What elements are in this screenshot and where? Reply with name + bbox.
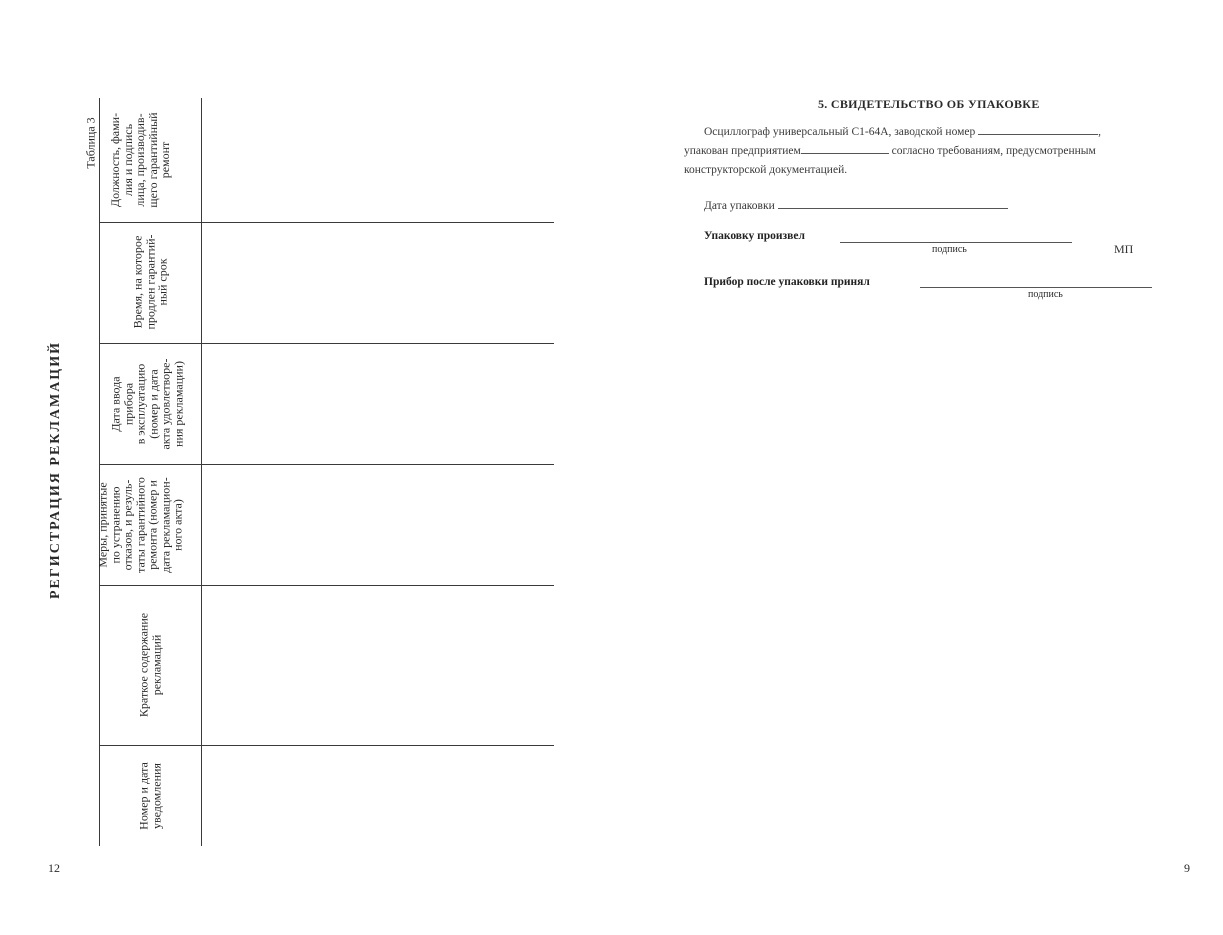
enterprise-blank [801, 143, 889, 154]
accepted-by-signature-caption: подпись [1028, 289, 1063, 300]
packed-by-label: Упаковку произвел [704, 230, 805, 242]
certificate-paragraph: Осциллограф универсальный С1-64А, заводской номер , упакован предприятием согласно требованиям, предусмотренным конструкторской документацией. [684, 123, 1196, 180]
table-label-text: Таблица 3 [83, 117, 98, 169]
table-row-divider [99, 585, 554, 586]
packed-by-signature-line [840, 242, 1072, 243]
para-line-2b: согласно требованиям, предусмотренным [891, 145, 1096, 157]
serial-number-blank [978, 124, 1098, 135]
packing-date-field [704, 198, 1008, 212]
stamp-label: МП [1114, 242, 1134, 256]
table-header-line [201, 98, 202, 846]
table-row-divider [99, 464, 554, 465]
accepted-by-label: Прибор после упаковки принял [704, 276, 870, 288]
certificate-heading: 5. СВИДЕТЕЛЬСТВО ОБ УПАКОВКЕ [818, 97, 1040, 111]
left-page-number: 12 [48, 861, 60, 875]
accepted-by-signature-line [920, 287, 1152, 288]
para-line-1: Осциллограф универсальный С1-64А, заводской номер [704, 126, 976, 138]
table-row-divider [99, 343, 554, 344]
packing-date-blank [778, 198, 1008, 209]
right-page-number: 9 [1184, 861, 1190, 875]
packing-date-label: Дата упаковки [704, 200, 775, 212]
para-line-2a: упакован предприятием [684, 145, 801, 157]
packed-by-signature-caption: подпись [932, 244, 967, 255]
table-row-divider [99, 745, 554, 746]
left-page-title-text: РЕГИСТРАЦИЯ РЕКЛАМАЦИЙ [48, 341, 63, 599]
para-line-3: конструкторской документацией. [684, 164, 848, 176]
